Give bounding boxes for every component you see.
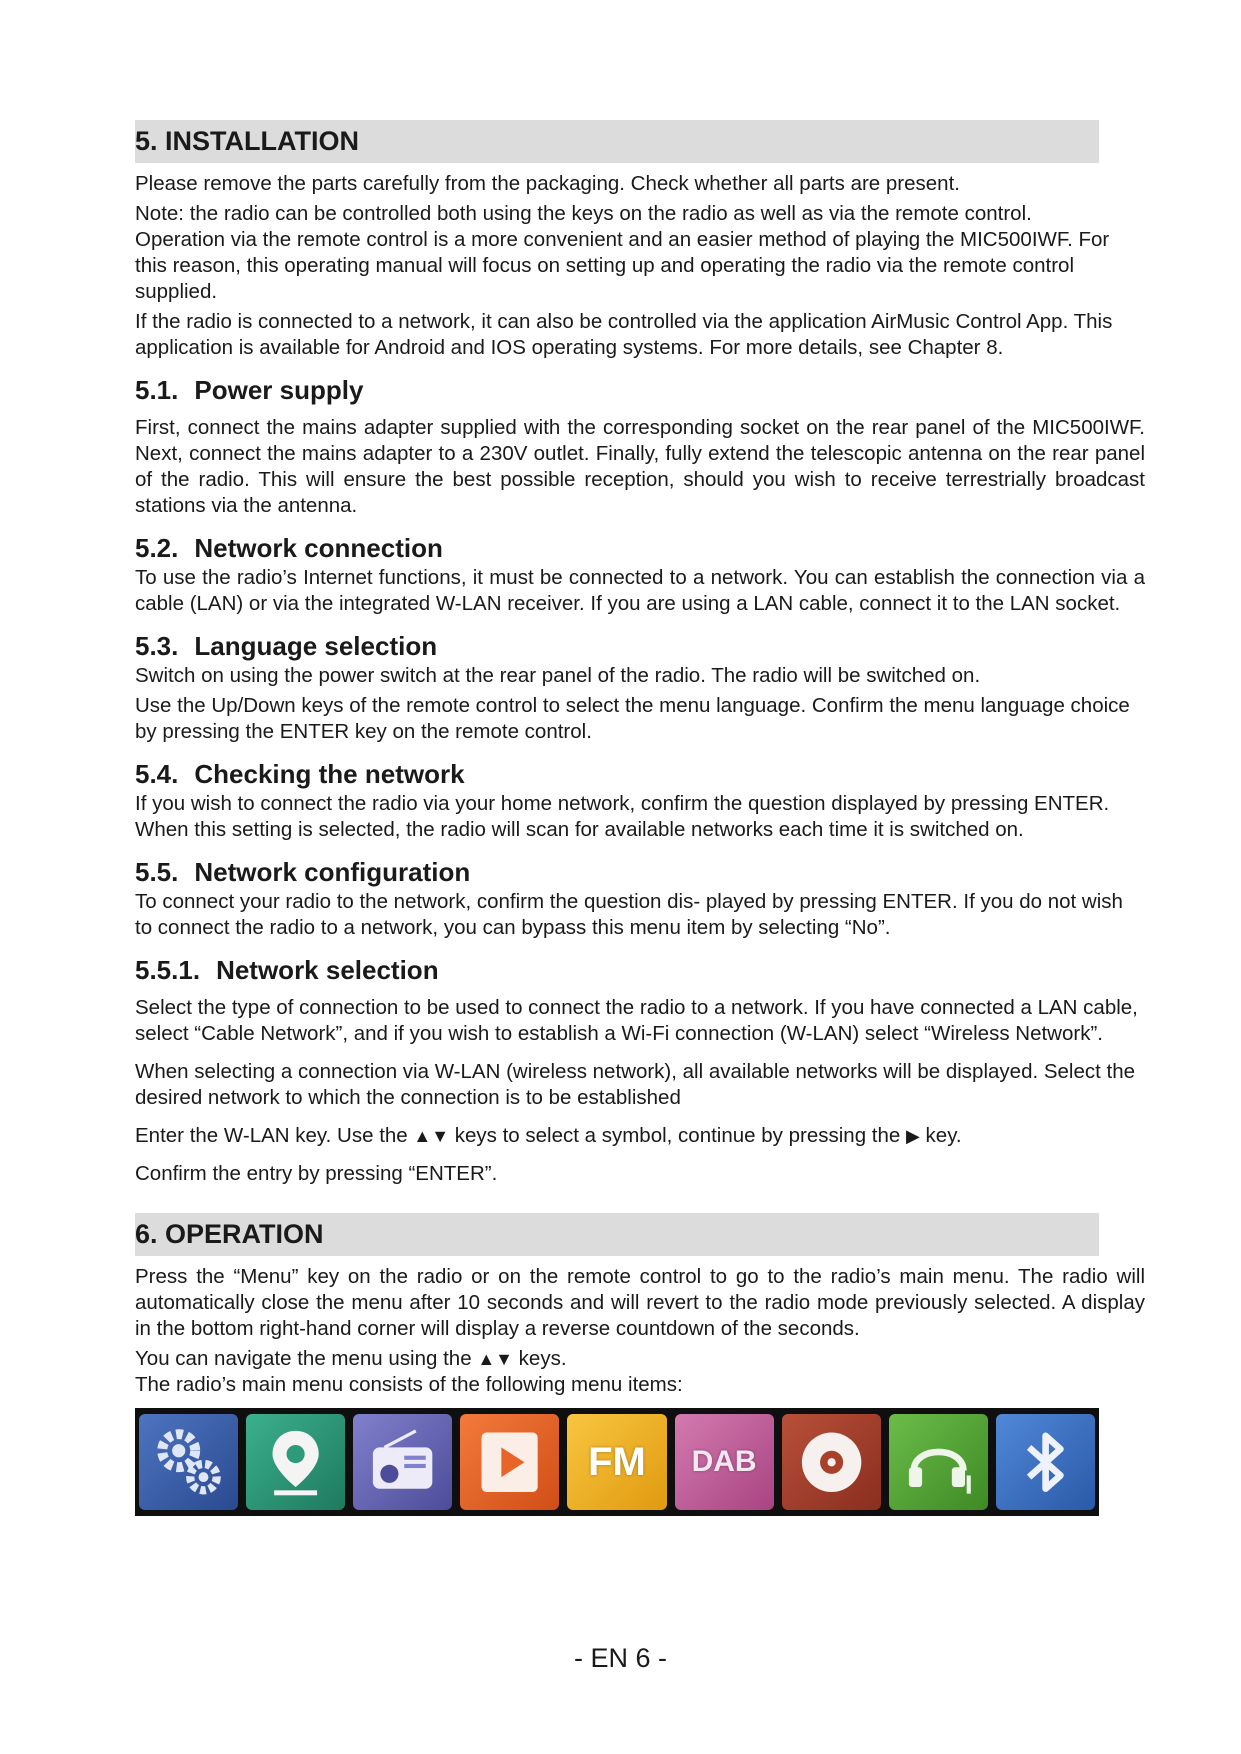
section-heading-network-configuration [135,855,1145,889]
paragraph-navigation [135,1346,1145,1372]
section-number: 5.5.1. [135,955,201,985]
cd-icon [782,1414,881,1510]
text-fragment: Enter the W-LAN key. Use the [135,1124,408,1147]
chapter-heading-installation [135,120,1099,163]
paragraph: Press the “Menu” key on the radio or on the remote control to go to the radio’s main menu. The radio will automatically close the menu after 10 seconds and will revert to the radio mode previously selected. A display in the bottom right-hand corner will display a reverse countdown of the seconds. [135,1265,1145,1340]
paragraph: Operation via the remote control is a more convenient and an easier method of playing the MIC500IWF. For this reason, this operating manual will focus on setting up and operating the radio via the remote control supplied. [135,228,1110,303]
bluetooth-glyph [1003,1421,1088,1504]
paragraph: If you wish to connect the radio via your home network, confirm the question displayed by pressing ENTER. When this setting is selected, the radio will scan for available networks each time it is switched on. [135,792,1110,841]
settings-gears-glyph [146,1421,231,1504]
paragraph: Please remove the parts carefully from the packaging. Check whether all parts are present. [135,172,960,195]
radio-icon [353,1414,452,1510]
down-arrow-icon: ▼ [495,1349,513,1369]
headphones-glyph [896,1421,981,1504]
chapter-title: 5. INSTALLATION [135,126,359,156]
dab-icon [675,1414,774,1510]
up-arrow-icon: ▲ [477,1349,496,1369]
text-fragment: keys. [518,1347,567,1370]
text-fragment: key. [925,1124,962,1147]
section-number: 5.3. [135,631,179,661]
main-menu-icon-strip [135,1408,1099,1516]
section-heading-checking-network [135,757,1145,791]
section-number: 5.2. [135,533,179,563]
right-arrow-icon: ▶ [906,1126,920,1146]
paragraph: To connect your radio to the network, confirm the question dis- played by pressing ENTER. If you do not wish to connect the radio to a network, you can bypass this menu item by selecting “No”. [135,890,1123,939]
paragraph: If the radio is connected to a network, it can also be controlled via the application AirMusic Control App. This application is available for Android and IOS operating systems. For more details, see Chapter 8. [135,310,1113,359]
chapter-heading-operation [135,1213,1099,1256]
radio-glyph [360,1421,445,1504]
section-number: 5.4. [135,759,179,789]
section-number: 5.5. [135,857,179,887]
paragraph: To use the radio’s Internet functions, it must be connected to a network. You can establish the connection via a cable (LAN) or via the integrated W-LAN receiver. If you are using a LAN cable, connect it to the LAN socket. [135,566,1145,615]
paragraph: Note: the radio can be controlled both using the keys on the radio as well as via the remote control. [135,202,1032,225]
paragraph: Confirm the entry by pressing “ENTER”. [135,1162,498,1185]
play-glyph [467,1421,552,1504]
section-heading-language-selection [135,629,1145,663]
up-arrow-icon: ▲ [413,1126,432,1146]
section-title: Network selection [216,955,439,985]
text-fragment: You can navigate the menu using the [135,1347,472,1370]
manual-page [135,120,1145,1516]
cd-glyph [789,1421,874,1504]
text-fragment: keys to select a symbol, continue by pressing the [454,1124,901,1147]
section-heading-power-supply [135,373,1145,407]
bluetooth-icon [996,1414,1095,1510]
location-icon [246,1414,345,1510]
paragraph: Switch on using the power switch at the rear panel of the radio. The radio will be switched on. [135,664,981,687]
location-pin-glyph [253,1421,338,1504]
paragraph: Select the type of connection to be used to connect the radio to a network. If you have connected a LAN cable, select “Cable Network”, and if you wish to establish a Wi-Fi connection (W-LAN) select “Wireless Network”. [135,996,1138,1045]
settings-icon [139,1414,238,1510]
section-title: Power supply [194,375,364,405]
section-title: Language selection [194,631,438,661]
page-number: - EN 6 - [573,1643,667,1673]
paragraph: The radio’s main menu consists of the following menu items: [135,1373,683,1396]
down-arrow-icon: ▼ [431,1126,450,1146]
fm-label: FM [588,1439,646,1484]
fm-icon [567,1414,666,1510]
section-title: Network connection [194,533,443,563]
section-number: 5.1. [135,375,179,405]
paragraph-wlan-key [135,1123,1145,1149]
aux-icon [889,1414,988,1510]
section-heading-network-selection [135,953,1145,987]
chapter-title: 6. OPERATION [135,1219,324,1249]
section-heading-network-connection [135,531,1145,565]
paragraph: First, connect the mains adapter supplied with the corresponding socket on the rear panel of the MIC500IWF. Next, connect the mains adapter to a 230V outlet. Finally, fully extend the telescopic antenna on the rear panel of the radio. This will ensure the best possible reception, should you wish to receive terrestrially broadcast stations via the antenna. [135,416,1145,517]
section-title: Checking the network [194,759,465,789]
paragraph: When selecting a connection via W-LAN (wireless network), all available networks will be displayed. Select the desired network to which the connection is to be established [135,1060,1136,1109]
dab-label: DAB [691,1445,757,1478]
section-title: Network configuration [194,857,471,887]
paragraph: Use the Up/Down keys of the remote control to select the menu language. Confirm the menu language choice by pressing the ENTER key on the remote control. [135,694,1130,743]
play-icon [460,1414,559,1510]
